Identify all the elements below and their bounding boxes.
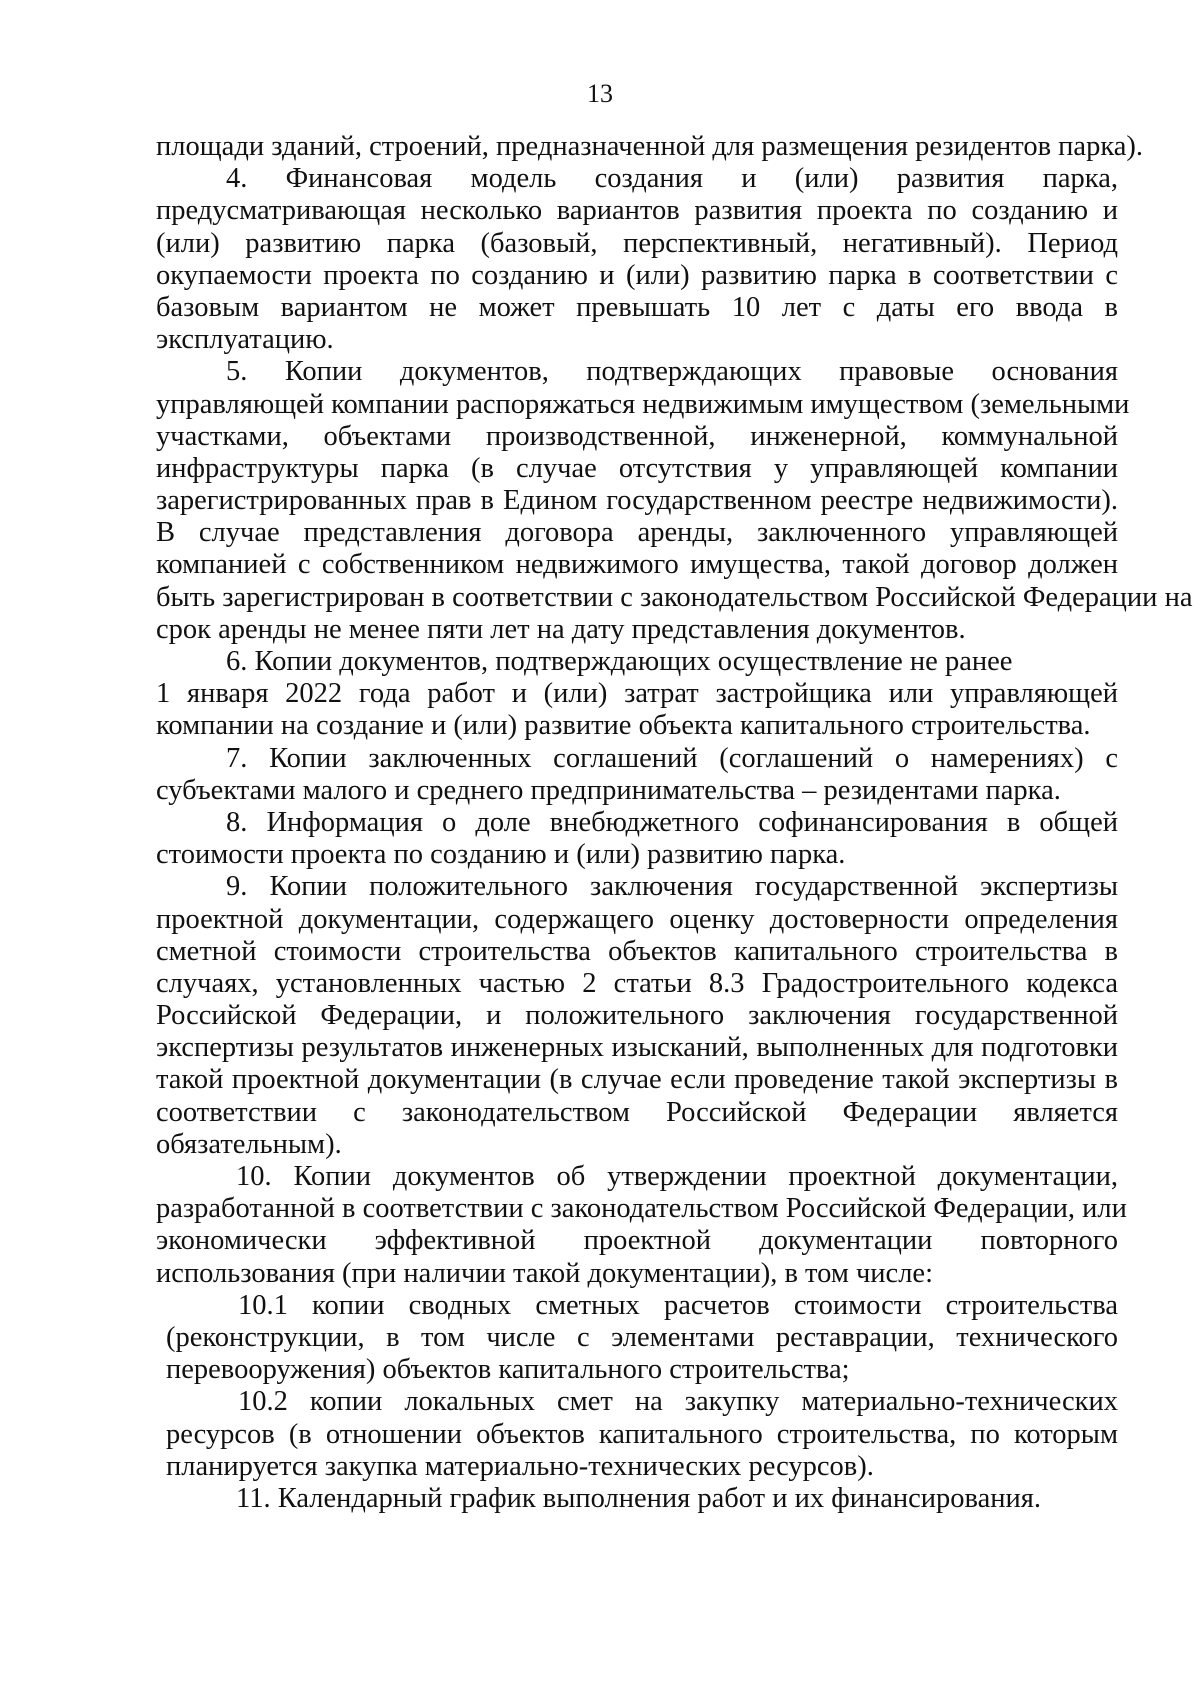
text-line: инфраструктуры парка (в случае отсутствия у управляющей компании	[156, 452, 1118, 484]
page-number: 13	[587, 79, 613, 108]
text-line: соответствии с законодательством Российской Федерации является	[156, 1096, 1118, 1128]
text-line: ресурсов (в отношении объектов капитального строительства, по которым	[166, 1418, 1118, 1450]
text-line: компании на создание и (или) развитие объекта капитального строительства.	[156, 710, 1091, 742]
document-body	[156, 131, 1193, 1515]
text-line: планируется закупка материально-технических ресурсов).	[166, 1450, 874, 1482]
text-line: Российской Федерации, и положительного заключения государственной	[156, 1000, 1118, 1032]
text-line: 9. Копии положительного заключения государственной экспертизы	[226, 871, 1118, 903]
text-line: 7. Копии заключенных соглашений (соглашений о намерениях) с	[226, 742, 1118, 774]
text-line: управляющей компании распоряжаться недвижимым имуществом (земельными	[156, 388, 1130, 420]
text-line: экономически эффективной проектной документации повторного	[156, 1225, 1118, 1257]
text-line: 1 января 2022 года работ и (или) затрат застройщика или управляющей	[156, 678, 1118, 710]
text-line: проектной документации, содержащего оценку достоверности определения	[156, 903, 1118, 935]
text-line: экспертизы результатов инженерных изысканий, выполненных для подготовки	[156, 1032, 1118, 1064]
text-line: эксплуатацию.	[156, 324, 334, 356]
text-line: использования (при наличии такой документации), в том числе:	[156, 1257, 934, 1289]
text-line: площади зданий, строений, предназначенной для размещения резидентов парка).	[156, 131, 1143, 162]
text-line: субъектами малого и среднего предпринимательства – резидентами парка.	[156, 774, 1061, 806]
text-line: 5. Копии документов, подтверждающих правовые основания	[226, 356, 1118, 388]
text-line: сметной стоимости строительства объектов капитального строительства в	[156, 935, 1118, 967]
text-line: 6. Копии документов, подтверждающих осуществление не ранее	[226, 646, 1013, 677]
text-line: быть зарегистрирован в соответствии с законодательством Российской Федерации на	[156, 581, 1193, 613]
text-line: В случае представления договора аренды, заключенного управляющей	[156, 517, 1118, 549]
text-line: окупаемости проекта по созданию и (или) развитию парка в соответствии с	[156, 259, 1118, 291]
text-line: участками, объектами производственной, инженерной, коммунальной	[156, 420, 1118, 452]
text-line: перевооружения) объектов капитального строительства;	[166, 1354, 850, 1386]
text-line: 10.1 копии сводных сметных расчетов стоимости строительства	[238, 1289, 1118, 1321]
text-line: такой проектной документации (в случае если проведение такой экспертизы в	[156, 1064, 1118, 1096]
text-line: 4. Финансовая модель создания и (или) развития парка,	[226, 163, 1118, 195]
text-line: случаях, установленных частью 2 статьи 8.3 Градостроительного кодекса	[156, 967, 1118, 999]
text-line: срок аренды не менее пяти лет на дату представления документов.	[156, 613, 966, 645]
text-line: (или) развитию парка (базовый, перспективный, негативный). Период	[156, 227, 1118, 259]
text-line: 10.2 копии локальных смет на закупку материально-технических	[238, 1386, 1118, 1418]
text-line: 8. Информация о доле внебюджетного софинансирования в общей	[226, 806, 1118, 838]
text-line: обязательным).	[156, 1128, 342, 1160]
text-line: разработанной в соответствии с законодательством Российской Федерации, или	[156, 1193, 1127, 1225]
text-line: предусматривающая несколько вариантов развития проекта по созданию и	[156, 195, 1118, 227]
text-line: компанией с собственником недвижимого имущества, такой договор должен	[156, 549, 1118, 581]
text-line: стоимости проекта по созданию и (или) развитию парка.	[156, 839, 846, 871]
text-line: (реконструкции, в том числе с элементами реставрации, технического	[166, 1321, 1118, 1353]
text-line: 11. Календарный график выполнения работ и их финансирования.	[236, 1482, 1041, 1514]
text-line: зарегистрированных прав в Едином государственном реестре недвижимости).	[156, 485, 1118, 517]
text-line: 10. Копии документов об утверждении проектной документации,	[236, 1161, 1118, 1192]
text-line: базовым вариантом не может превышать 10 лет с даты его ввода в	[156, 291, 1118, 323]
